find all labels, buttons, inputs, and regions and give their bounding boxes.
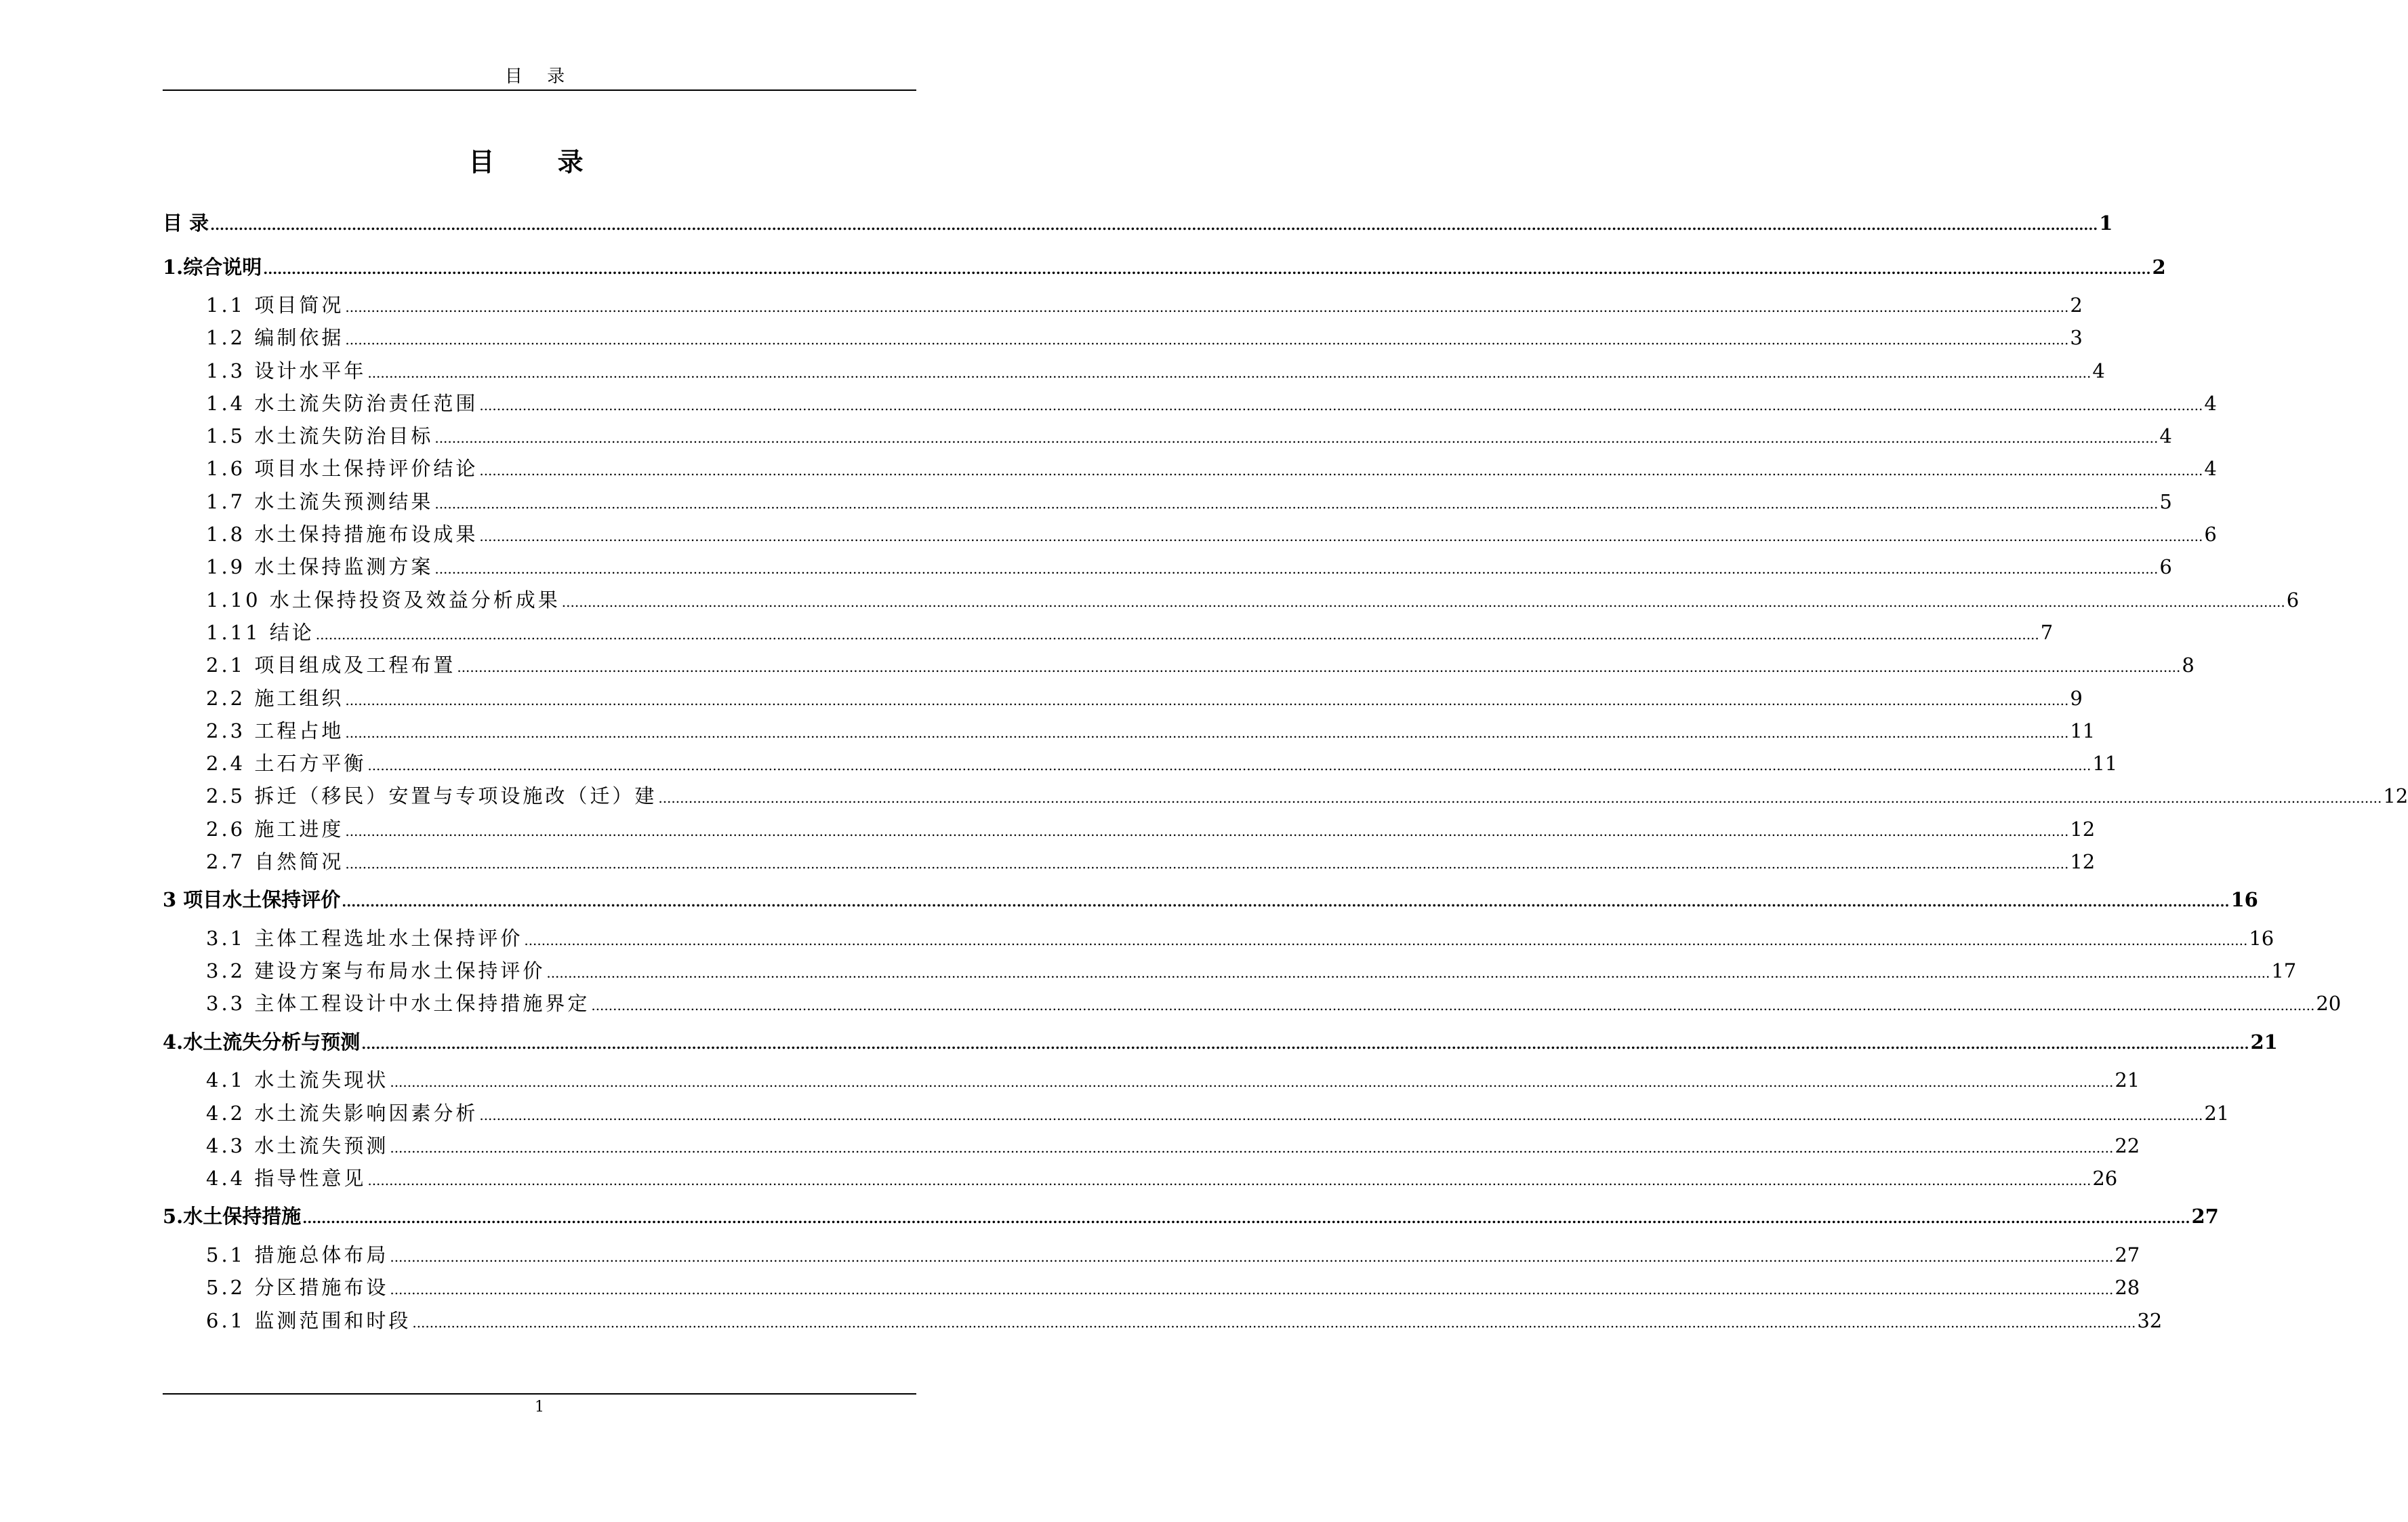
toc-dot-leader: ................................................................................................................................................................................................................................................................................................................................................................................................................ (390, 1074, 2114, 1091)
toc-entry-page: 6 (2286, 588, 2300, 612)
toc-entry-label: 1.3 设计水平年 (206, 359, 367, 382)
toc-entry-label: 1.9 水土保持监测方案 (206, 555, 434, 579)
header-rule (163, 89, 916, 91)
toc-dot-leader: ................................................................................................................................................................................................................................................................................................................................................................................................................ (546, 965, 2270, 982)
toc-entry-page: 4 (2204, 391, 2217, 415)
toc-dot-leader: ................................................................................................................................................................................................................................................................................................................................................................................................................ (263, 260, 2151, 277)
toc-section-entry[interactable] (163, 485, 2172, 518)
toc-section-entry[interactable] (163, 922, 2274, 955)
table-of-contents (163, 201, 2408, 1337)
toc-dot-leader: ................................................................................................................................................................................................................................................................................................................................................................................................................ (361, 1035, 2249, 1052)
toc-section-entry[interactable] (163, 845, 2096, 878)
toc-dot-leader: ................................................................................................................................................................................................................................................................................................................................................................................................................ (345, 724, 2069, 741)
toc-dot-leader: ................................................................................................................................................................................................................................................................................................................................................................................................................ (434, 430, 2159, 447)
toc-dot-leader: ................................................................................................................................................................................................................................................................................................................................................................................................................ (524, 932, 2248, 948)
toc-entry-label: 1.6 项目水土保持评价结论 (206, 457, 478, 481)
toc-entry-page: 16 (2230, 888, 2258, 912)
toc-entry-label: 1.4 水土流失防治责任范围 (206, 391, 478, 415)
toc-section-entry[interactable] (163, 420, 2172, 452)
toc-dot-leader: ................................................................................................................................................................................................................................................................................................................................................................................................................ (561, 593, 2285, 610)
toc-section-entry[interactable] (163, 1304, 2163, 1337)
toc-dot-leader: ................................................................................................................................................................................................................................................................................................................................................................................................................ (315, 626, 2039, 643)
toc-entry-label: 4.水土流失分析与预测 (163, 1030, 361, 1054)
toc-entry-label: 2.2 施工组织 (206, 686, 344, 710)
toc-entry-page: 4 (2204, 457, 2217, 481)
toc-section-entry[interactable] (163, 813, 2096, 845)
toc-entry-page: 12 (2383, 784, 2408, 808)
toc-dot-leader: ................................................................................................................................................................................................................................................................................................................................................................................................................ (390, 1281, 2114, 1298)
toc-entry-label: 2.3 工程占地 (206, 719, 344, 742)
toc-entry-label: 1.10 水土保持投资及效益分析成果 (206, 588, 560, 612)
toc-dot-leader: ................................................................................................................................................................................................................................................................................................................................................................................................................ (367, 364, 2091, 381)
toc-entry-page: 21 (2250, 1030, 2278, 1054)
toc-dot-leader: ................................................................................................................................................................................................................................................................................................................................................................................................................ (345, 332, 2069, 348)
toc-entry-page: 21 (2204, 1101, 2230, 1125)
toc-entry-label: 1.2 编制依据 (206, 326, 344, 350)
toc-entry-label: 1.1 项目简况 (206, 294, 344, 317)
toc-entry-page: 27 (2191, 1205, 2219, 1228)
page-title: 目 录 (468, 146, 611, 177)
toc-dot-leader: ................................................................................................................................................................................................................................................................................................................................................................................................................ (302, 1210, 2190, 1227)
toc-dot-leader: ................................................................................................................................................................................................................................................................................................................................................................................................................ (390, 1248, 2114, 1265)
toc-entry-page: 6 (2159, 555, 2172, 579)
toc-entry-page: 20 (2316, 992, 2342, 1016)
toc-section-entry[interactable] (163, 550, 2172, 583)
toc-entry-page: 28 (2115, 1276, 2140, 1300)
toc-entry-page: 12 (2070, 850, 2096, 874)
toc-dot-leader: ................................................................................................................................................................................................................................................................................................................................................................................................................ (345, 822, 2069, 839)
toc-entry-label: 2.4 土石方平衡 (206, 752, 367, 776)
toc-section-entry[interactable] (163, 321, 2083, 354)
toc-section-entry[interactable] (163, 355, 2105, 387)
toc-section-entry[interactable] (163, 1271, 2140, 1304)
toc-section-entry[interactable] (163, 955, 2297, 987)
toc-entry-label: 1.综合说明 (163, 255, 262, 279)
toc-entry-label: 1.11 结论 (206, 620, 314, 644)
toc-entry-label: 3.1 主体工程选址水土保持评价 (206, 926, 523, 950)
toc-dot-leader: ................................................................................................................................................................................................................................................................................................................................................................................................................ (658, 790, 2382, 807)
toc-entry-label: 1.7 水土流失预测结果 (206, 489, 434, 513)
toc-entry-page: 22 (2115, 1134, 2140, 1157)
toc-entry-label: 2.6 施工进度 (206, 817, 344, 841)
toc-section-entry[interactable] (163, 1239, 2140, 1271)
toc-section-entry[interactable] (163, 452, 2217, 485)
toc-dot-leader: ................................................................................................................................................................................................................................................................................................................................................................................................................ (457, 659, 2181, 676)
page-header: 目 录 (504, 66, 575, 87)
toc-entry-page: 12 (2070, 817, 2096, 841)
toc-chapter-entry[interactable] (163, 201, 2113, 245)
toc-section-entry[interactable] (163, 518, 2217, 550)
toc-section-entry[interactable] (163, 987, 2342, 1020)
toc-entry-page: 4 (2159, 424, 2172, 448)
toc-dot-leader: ................................................................................................................................................................................................................................................................................................................................................................................................................ (342, 894, 2230, 910)
toc-entry-page: 16 (2249, 926, 2274, 950)
toc-dot-leader: ................................................................................................................................................................................................................................................................................................................................................................................................................ (479, 462, 2203, 479)
toc-entry-page: 5 (2159, 489, 2172, 513)
toc-section-entry[interactable] (163, 1162, 2118, 1195)
toc-section-entry[interactable] (163, 649, 2195, 681)
toc-entry-page: 2 (2152, 255, 2166, 279)
toc-entry-page: 11 (2070, 719, 2096, 742)
toc-entry-label: 4.4 指导性意见 (206, 1167, 367, 1190)
toc-dot-leader: ................................................................................................................................................................................................................................................................................................................................................................................................................ (345, 856, 2069, 873)
toc-entry-page: 6 (2204, 523, 2217, 546)
toc-entry-label: 1.8 水土保持措施布设成果 (206, 523, 478, 546)
toc-chapter-entry[interactable] (163, 245, 2166, 289)
toc-dot-leader: ................................................................................................................................................................................................................................................................................................................................................................................................................ (479, 397, 2203, 414)
toc-entry-page: 8 (2182, 654, 2195, 677)
toc-entry-page: 32 (2137, 1308, 2163, 1332)
toc-entry-label: 3.3 主体工程设计中水土保持措施界定 (206, 992, 590, 1016)
toc-entry-page: 2 (2070, 294, 2083, 317)
toc-dot-leader: ................................................................................................................................................................................................................................................................................................................................................................................................................ (345, 299, 2069, 315)
toc-entry-page: 1 (2099, 212, 2113, 235)
toc-chapter-entry[interactable] (163, 878, 2258, 922)
toc-entry-label: 5.水土保持措施 (163, 1205, 302, 1228)
toc-dot-leader: ................................................................................................................................................................................................................................................................................................................................................................................................................ (390, 1139, 2114, 1156)
toc-dot-leader: ................................................................................................................................................................................................................................................................................................................................................................................................................ (412, 1314, 2136, 1331)
toc-section-entry[interactable] (163, 747, 2118, 780)
toc-entry-label: 4.1 水土流失现状 (206, 1068, 389, 1092)
toc-dot-leader: ................................................................................................................................................................................................................................................................................................................................................................................................................ (367, 1172, 2091, 1189)
toc-section-entry[interactable] (163, 584, 2300, 616)
toc-section-entry[interactable] (163, 780, 2408, 812)
toc-entry-page: 4 (2092, 359, 2105, 382)
toc-entry-label: 4.2 水土流失影响因素分析 (206, 1101, 478, 1125)
toc-entry-label: 6.1 监测范围和时段 (206, 1308, 411, 1332)
toc-entry-label: 5.1 措施总体布局 (206, 1243, 389, 1266)
toc-entry-label: 3.2 建设方案与布局水土保持评价 (206, 959, 546, 983)
toc-dot-leader: ................................................................................................................................................................................................................................................................................................................................................................................................................ (434, 561, 2159, 578)
toc-dot-leader: ................................................................................................................................................................................................................................................................................................................................................................................................................ (345, 692, 2069, 708)
toc-section-entry[interactable] (163, 1064, 2140, 1096)
toc-dot-leader: ................................................................................................................................................................................................................................................................................................................................................................................................................ (367, 757, 2091, 774)
toc-entry-label: 2.1 项目组成及工程布置 (206, 654, 456, 677)
toc-entry-page: 17 (2271, 959, 2297, 983)
toc-chapter-entry[interactable] (163, 1020, 2278, 1064)
toc-entry-label: 2.7 自然简况 (206, 850, 344, 874)
toc-chapter-entry[interactable] (163, 1195, 2219, 1239)
footer-rule (163, 1393, 916, 1395)
toc-entry-page: 21 (2115, 1068, 2140, 1092)
toc-entry-label: 2.5 拆迁（移民）安置与专项设施改（迁）建 (206, 784, 657, 808)
toc-entry-label: 目 录 (163, 212, 209, 235)
toc-entry-label: 5.2 分区措施布设 (206, 1276, 389, 1300)
toc-section-entry[interactable] (163, 715, 2096, 747)
toc-section-entry[interactable] (163, 289, 2083, 321)
toc-dot-leader: ................................................................................................................................................................................................................................................................................................................................................................................................................ (434, 495, 2159, 512)
toc-entry-page: 11 (2092, 752, 2118, 776)
toc-entry-page: 9 (2070, 686, 2083, 710)
toc-dot-leader: ................................................................................................................................................................................................................................................................................................................................................................................................................ (591, 997, 2315, 1014)
toc-section-entry[interactable] (163, 616, 2054, 649)
toc-section-entry[interactable] (163, 682, 2083, 715)
toc-entry-page: 7 (2040, 620, 2054, 644)
page-number: 1 (535, 1399, 544, 1416)
toc-section-entry[interactable] (163, 387, 2217, 420)
toc-entry-label: 3 项目水土保持评价 (163, 888, 341, 912)
toc-entry-label: 1.5 水土流失防治目标 (206, 424, 434, 448)
toc-entry-page: 3 (2070, 326, 2083, 350)
toc-dot-leader: ................................................................................................................................................................................................................................................................................................................................................................................................................ (479, 1106, 2203, 1123)
toc-entry-page: 26 (2092, 1167, 2118, 1190)
toc-section-entry[interactable] (163, 1129, 2140, 1162)
toc-section-entry[interactable] (163, 1097, 2230, 1129)
toc-entry-label: 4.3 水土流失预测 (206, 1134, 389, 1157)
toc-entry-page: 27 (2115, 1243, 2140, 1266)
toc-dot-leader: ................................................................................................................................................................................................................................................................................................................................................................................................................ (479, 528, 2203, 545)
toc-dot-leader: ................................................................................................................................................................................................................................................................................................................................................................................................................ (210, 217, 2098, 233)
